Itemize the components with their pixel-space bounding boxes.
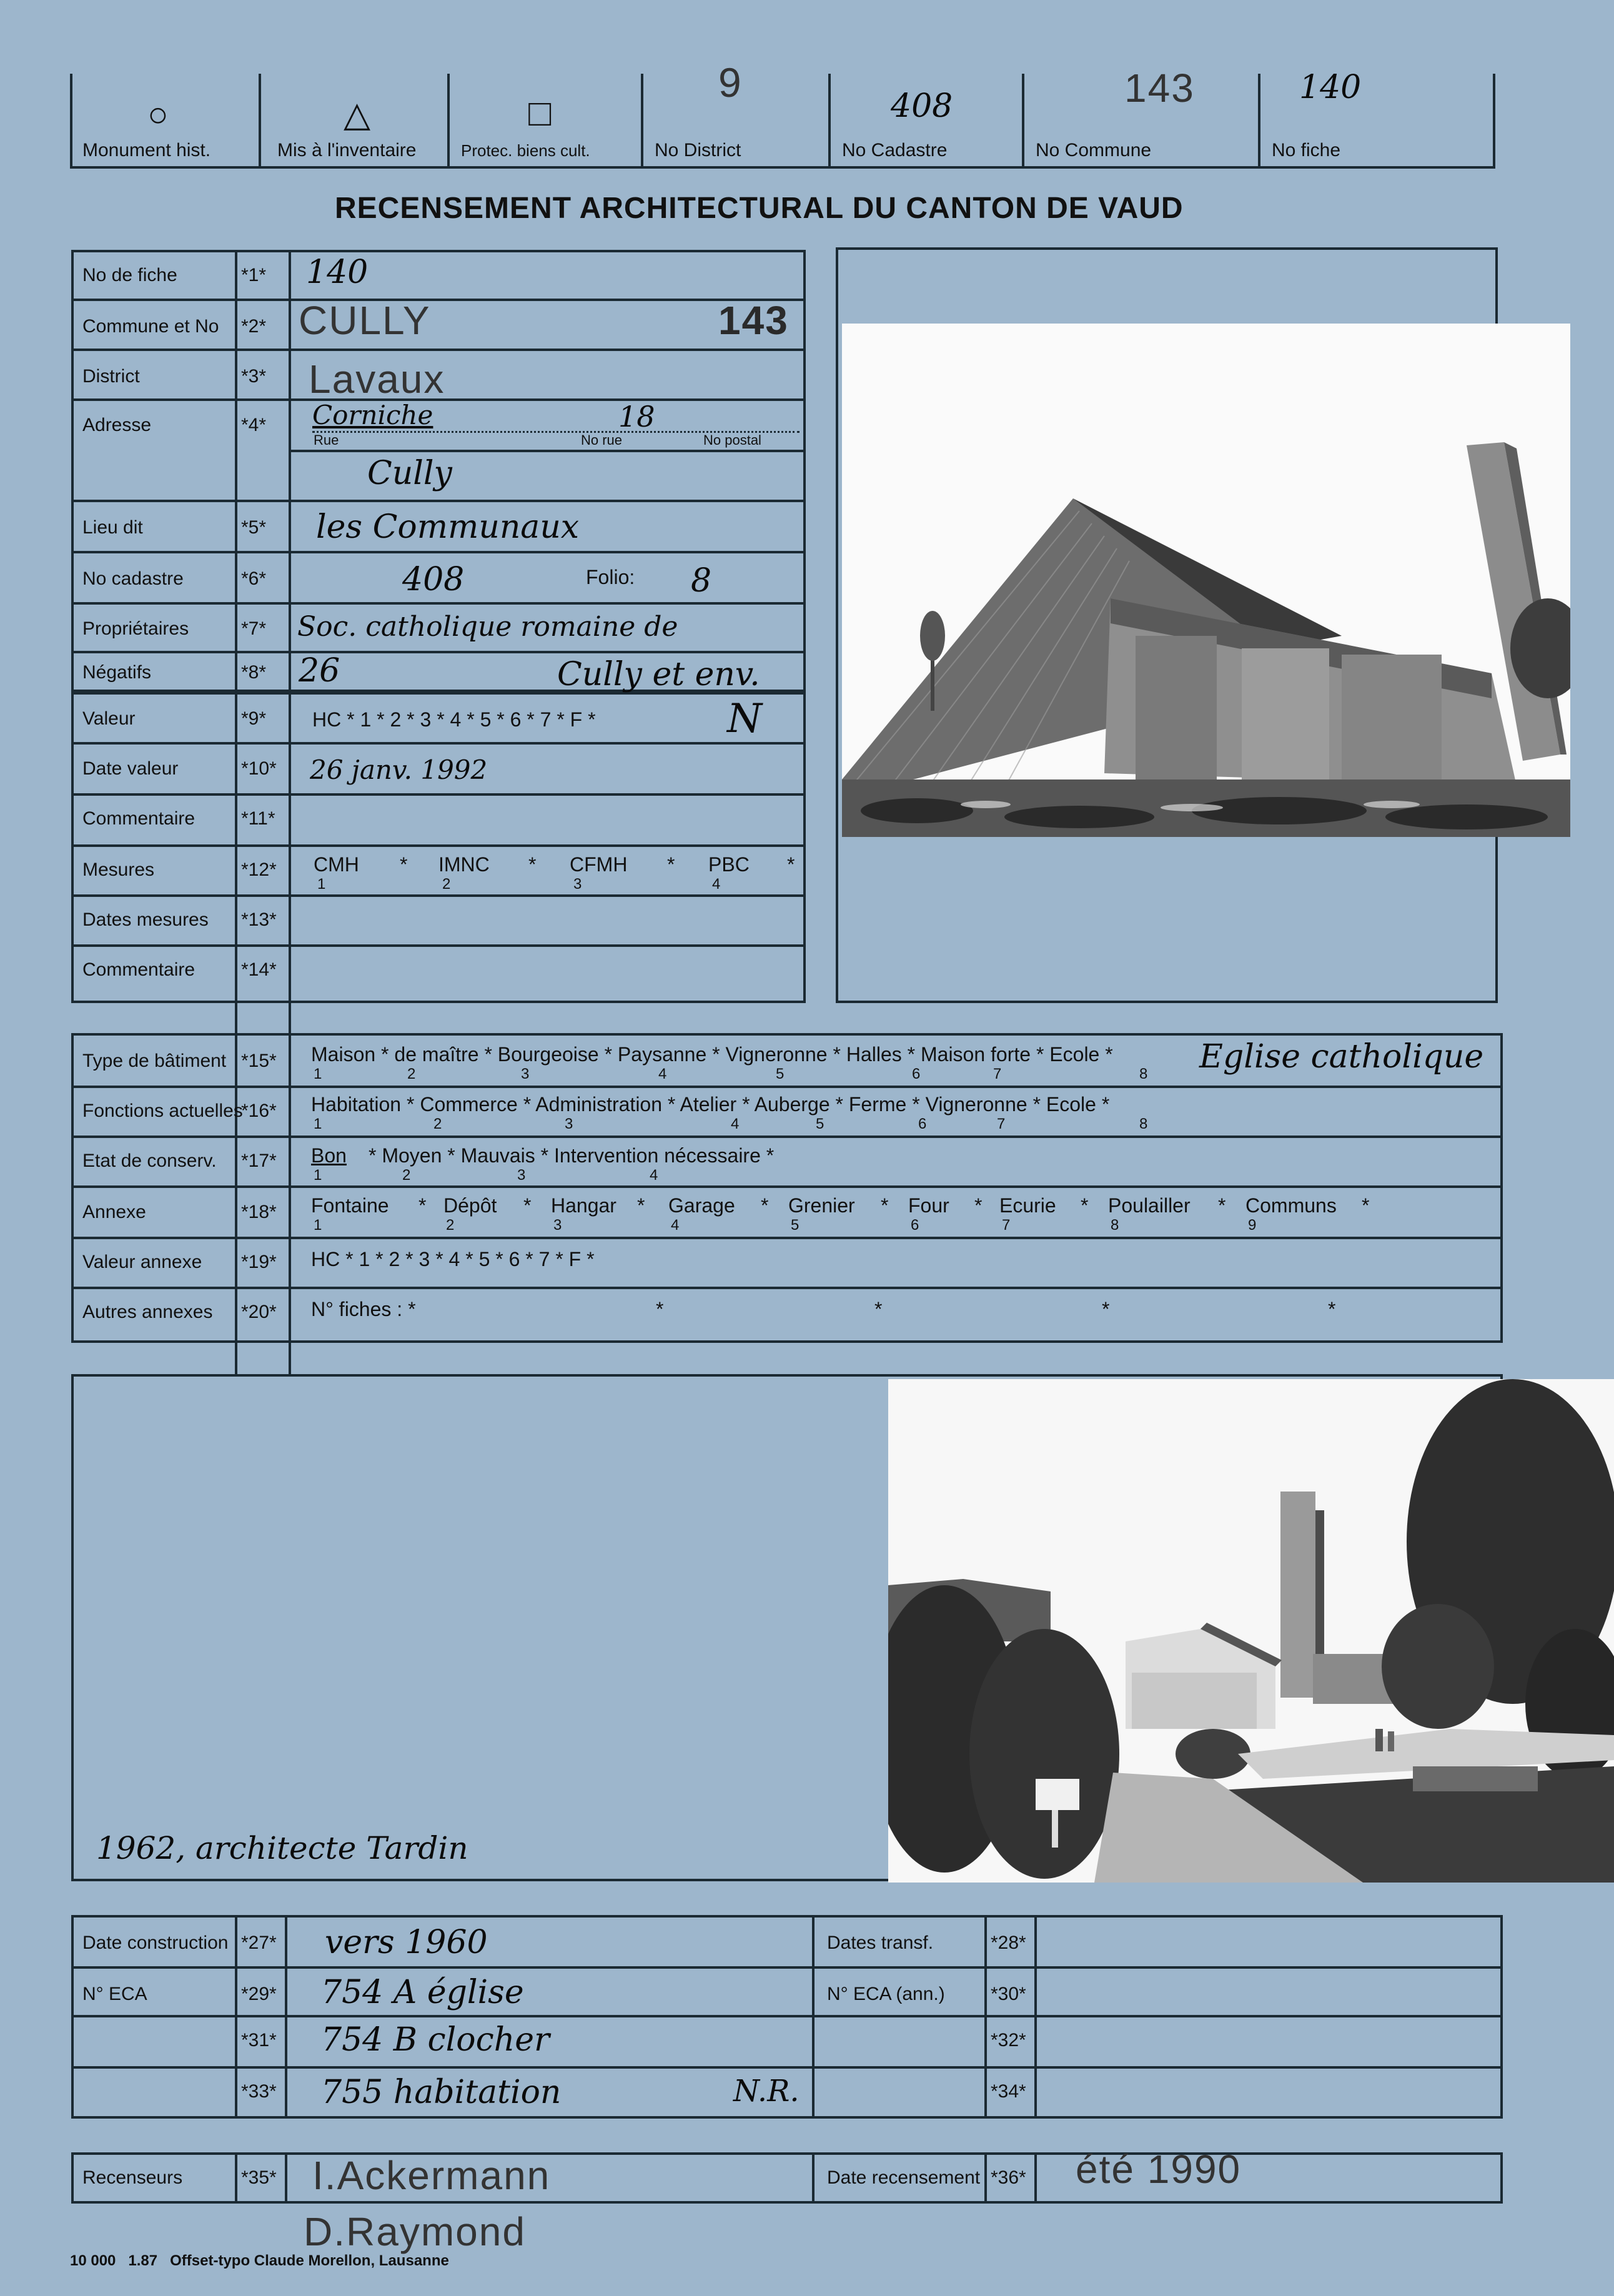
value-negatifs-extra: Cully et env.: [557, 656, 760, 693]
value-lieu-dit: les Communaux: [316, 508, 580, 546]
code-14: *14*: [241, 959, 277, 980]
code-29: *29*: [241, 1984, 277, 2004]
sub-label-no-postal: No postal: [703, 432, 761, 448]
value-proprietaires: Soc. catholique romaine de: [297, 611, 678, 643]
code-33: *33*: [241, 2081, 277, 2102]
annexe-num: 1: [314, 1217, 322, 1234]
fonction-num: 6: [918, 1116, 927, 1132]
annexe-poulailler: Poulailler: [1108, 1194, 1191, 1217]
header-baseline: [70, 166, 1495, 169]
fonction-num: 4: [731, 1116, 740, 1132]
commune-number: 143: [1124, 66, 1195, 111]
label-date-recensement: Date recensement: [827, 2167, 981, 2188]
header-label-monument: Monument hist.: [82, 140, 211, 161]
etat-num: 1: [314, 1167, 322, 1184]
annexe-num: 2: [446, 1217, 455, 1234]
code-31: *31*: [241, 2030, 277, 2051]
value-date-recensement: été 1990: [1076, 2147, 1242, 2192]
label-eca: N° ECA: [82, 1984, 147, 2004]
code-3: *3*: [241, 366, 267, 387]
code-17: *17*: [241, 1150, 277, 1171]
type-num: 6: [912, 1066, 921, 1082]
label-type-batiment: Type de bâtiment: [82, 1051, 227, 1071]
fonction-num: 5: [816, 1116, 824, 1132]
etat-selected-bon: Bon: [311, 1144, 347, 1167]
annexe-ecurie: Ecurie: [999, 1194, 1056, 1217]
type-num: 4: [658, 1066, 667, 1082]
valeur-annexe-scale: HC * 1 * 2 * 3 * 4 * 5 * 6 * 7 * F *: [311, 1248, 595, 1270]
label-recenseurs: Recenseurs: [82, 2167, 183, 2188]
label-adresse: Adresse: [82, 415, 152, 435]
code-30: *30*: [991, 1984, 1026, 2004]
cadastre-number: 408: [891, 87, 953, 125]
annexe-grenier: Grenier: [788, 1194, 855, 1217]
annexe-garage: Garage: [668, 1194, 735, 1217]
value-eca-habitation: 755 habitation: [321, 2074, 562, 2111]
label-proprietaires: Propriétaires: [82, 618, 189, 639]
value-type-batiment: Eglise catholique: [1199, 1038, 1484, 1076]
type-batiment-options: Maison * de maître * Bourgeoise * Paysanne * Vigneronne * Halles * Maison forte * Ecole *: [311, 1043, 1113, 1066]
label-commune: Commune et No: [82, 316, 219, 337]
label-autres-annexes: Autres annexes: [82, 1302, 213, 1322]
code-5: *5*: [241, 517, 267, 538]
monument-symbol: ○: [147, 94, 169, 134]
sub-label-no-rue: No rue: [581, 432, 623, 448]
etat-num: 4: [650, 1167, 658, 1184]
label-dates-transf: Dates transf.: [827, 1932, 934, 1953]
label-annexe: Annexe: [82, 1202, 146, 1222]
street-photo: [888, 1379, 1614, 1883]
building-section: [71, 1033, 1503, 1343]
code-28: *28*: [991, 1932, 1026, 1953]
recenseur-1: I.Ackermann: [312, 2153, 551, 2198]
type-num: 8: [1139, 1066, 1148, 1082]
annexe-num: 8: [1111, 1217, 1119, 1234]
type-num: 2: [407, 1066, 416, 1082]
type-num: 7: [993, 1066, 1002, 1082]
header-label-district: No District: [655, 140, 741, 161]
header-label-cadastre: No Cadastre: [842, 140, 948, 161]
fonction-num: 1: [314, 1116, 322, 1132]
district-number: 9: [718, 59, 743, 106]
mesure-num: 2: [442, 876, 451, 893]
value-no-fiche: 140: [306, 254, 369, 291]
fonction-num: 8: [1139, 1116, 1148, 1132]
code-13: *13*: [241, 909, 277, 930]
header-label-fiche: No fiche: [1272, 140, 1341, 161]
label-valeur: Valeur: [82, 708, 136, 729]
type-num: 5: [776, 1066, 785, 1082]
code-18: *18*: [241, 1202, 277, 1222]
code-2: *2*: [241, 316, 267, 337]
label-date-construction: Date construction: [82, 1932, 229, 1953]
code-8: *8*: [241, 662, 267, 683]
fiche-number: 140: [1299, 69, 1362, 106]
etat-options: * Moyen * Mauvais * Intervention nécessaire *: [369, 1144, 775, 1167]
value-eca: 754 A église: [321, 1974, 524, 2011]
fonction-num: 7: [997, 1116, 1006, 1132]
inventaire-symbol: △: [344, 94, 371, 134]
page-title: RECENSEMENT ARCHITECTURAL DU CANTON DE VAUD: [335, 192, 1184, 225]
label-lieu-dit: Lieu dit: [82, 517, 143, 538]
mesure-num: 1: [317, 876, 326, 893]
print-footer: 10 000 1.87 Offset-typo Claude Morellon, Lausanne: [70, 2252, 449, 2269]
header-label-commune: No Commune: [1036, 140, 1152, 161]
value-folio: 8: [691, 562, 712, 600]
value-date-valeur: 26 janv. 1992: [310, 755, 488, 785]
code-16: *16*: [241, 1101, 277, 1121]
annexe-num: 9: [1248, 1217, 1257, 1234]
fonctions-options: Habitation * Commerce * Administration * Atelier * Auberge * Ferme * Vigneronne * Ecole *: [311, 1093, 1110, 1116]
annexe-fontaine: Fontaine: [311, 1194, 389, 1217]
value-valeur: N: [727, 696, 762, 742]
value-locality: Cully: [367, 455, 452, 492]
value-rue: Corniche: [312, 400, 433, 430]
annexe-four: Four: [908, 1194, 949, 1217]
annexe-num: 5: [791, 1217, 800, 1234]
value-district: Lavaux: [309, 357, 445, 402]
label-folio: Folio:: [586, 566, 635, 588]
annexe-num: 3: [553, 1217, 562, 1234]
sub-label-rue: Rue: [314, 432, 339, 448]
value-no-rue: 18: [618, 400, 655, 433]
label-eca-ann: N° ECA (ann.): [827, 1984, 945, 2004]
label-district: District: [82, 366, 140, 387]
value-date-construction: vers 1960: [325, 1924, 488, 1961]
annexe-num: 6: [911, 1217, 919, 1234]
code-35: *35*: [241, 2167, 277, 2188]
code-34: *34*: [991, 2081, 1026, 2102]
label-valeur-annexe: Valeur annexe: [82, 1252, 202, 1272]
fonction-num: 3: [565, 1116, 573, 1132]
code-4: *4*: [241, 415, 267, 435]
etat-num: 3: [517, 1167, 526, 1184]
annexe-communs: Communs: [1245, 1194, 1337, 1217]
label-negatifs: Négatifs: [82, 662, 152, 683]
church-photo: [842, 324, 1570, 837]
annexe-num: 7: [1002, 1217, 1011, 1234]
code-11: *11*: [241, 808, 275, 829]
mesure-cfmh: CFMH: [570, 853, 628, 876]
mesure-num: 4: [712, 876, 721, 893]
etat-num: 2: [402, 1167, 411, 1184]
header-label-inventaire: Mis à l'inventaire: [277, 140, 417, 161]
type-num: 3: [521, 1066, 530, 1082]
value-commune-number: 143: [718, 298, 789, 343]
code-12: *12*: [241, 859, 277, 880]
note-architect: 1962, architecte Tardin: [96, 1830, 468, 1866]
label-etat: Etat de conserv.: [82, 1150, 217, 1171]
header-label-protection: Protec. biens cult.: [461, 141, 590, 160]
mesure-cmh: CMH: [314, 853, 359, 876]
recenseur-2: D.Raymond: [304, 2209, 526, 2254]
code-1: *1*: [241, 265, 267, 285]
code-6: *6*: [241, 568, 267, 589]
annexe-num: 4: [671, 1217, 680, 1234]
value-no-cadastre: 408: [402, 561, 465, 598]
value-commune: CULLY: [299, 298, 431, 343]
code-20: *20*: [241, 1302, 277, 1322]
label-mesures: Mesures: [82, 859, 155, 880]
valeur-scale: HC * 1 * 2 * 3 * 4 * 5 * 6 * 7 * F *: [312, 708, 596, 731]
protection-symbol: □: [528, 92, 552, 134]
label-commentaire-1: Commentaire: [82, 808, 196, 829]
code-7: *7*: [241, 618, 267, 639]
value-negatifs: 26: [299, 652, 340, 690]
code-27: *27*: [241, 1932, 277, 1953]
code-15: *15*: [241, 1051, 277, 1071]
label-fonctions: Fonctions actuelles: [82, 1101, 243, 1121]
fonction-num: 2: [433, 1116, 442, 1132]
code-10: *10*: [241, 758, 277, 779]
label-commentaire-2: Commentaire: [82, 959, 196, 980]
code-19: *19*: [241, 1252, 277, 1272]
label-no-fiche: No de fiche: [82, 265, 177, 285]
type-num: 1: [314, 1066, 322, 1082]
mesure-num: 3: [573, 876, 582, 893]
value-eca-clocher: 754 B clocher: [321, 2021, 550, 2059]
code-36: *36*: [991, 2167, 1026, 2188]
label-date-valeur: Date valeur: [82, 758, 179, 779]
annexe-depot: Dépôt: [443, 1194, 497, 1217]
label-dates-mesures: Dates mesures: [82, 909, 209, 930]
code-32: *32*: [991, 2030, 1026, 2051]
value-autres-annexes: N° fiches : *: [311, 1298, 416, 1320]
label-no-cadastre: No cadastre: [82, 568, 184, 589]
mesure-pbc: PBC: [708, 853, 750, 876]
mesure-imnc: IMNC: [438, 853, 490, 876]
value-nr: N.R.: [733, 2074, 800, 2109]
annexe-hangar: Hangar: [551, 1194, 616, 1217]
code-9: *9*: [241, 708, 267, 729]
